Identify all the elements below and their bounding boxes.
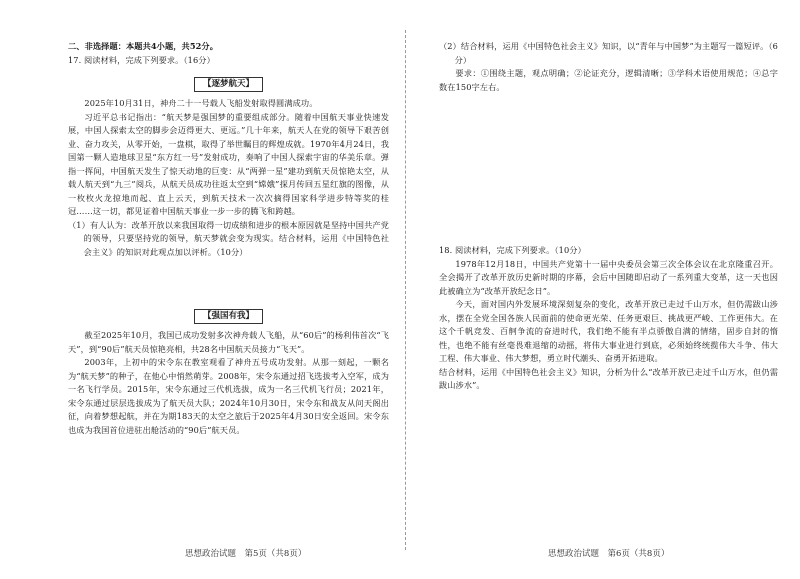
answer-space-right (439, 94, 778, 244)
question-18-stem: 18. 阅读材料，完成下列要求。（10分） (439, 245, 586, 255)
material-paragraph-3: 截至2025年10月，我国已成功发射多次神舟载人飞船，从“60后”的杨利伟首次“飞天”，到“90后”航天员惊艳亮相，共28名中国航天员接力“飞天”。 (68, 330, 389, 354)
section-heading: 二、非选择题：本题共4小题，共52分。 (68, 41, 218, 51)
material-paragraph-1: 2025年10月31日，神舟二十一号载人飞船发射取得圆满成功。 (84, 98, 318, 108)
box-title-zhumeng (68, 71, 389, 92)
box-title-qiangguo-text: 【强国有我】 (194, 309, 263, 324)
footer-page-6: 思想政治试题 第6页（共8页） (548, 549, 670, 559)
box-title-zhumeng-text: 【逐梦航天】 (194, 77, 263, 92)
material-paragraph-4: 2003年，上初中的宋令东在教室观看了神舟五号成功发射。从那一刻起，一颗名为“航天梦”的种子，在他心中悄然萌芽。2008年，宋令东通过招飞选拔考入空军，成为一名飞行学员。2015年，宋令东通过三代机选拔，成为一名三代机飞行员；2021年，宋令东通过层层选拔成为了航天员大队；2024年10月30日，宋令东和战友从问天阁出征，向着梦想起航，并在为期183天的太空之旅后于2025年4月30日安全返回。宋令东也成为我国首位进驻出舱活动的“90后”航天员。 (68, 357, 389, 435)
material-paragraph-5: 1978年12月18日，中国共产党第十一届中央委员会第三次全体会议在北京隆重召开。全会揭开了改革开放历史新时期的序幕，会后中国随即启动了一系列重大变革，这一天也因此被确立为“改革开放纪念日”。 (439, 258, 778, 296)
question-17-2: （2）结合材料，运用《中国特色社会主义》知识，以“青年与中国梦”为主题写一篇短评。（6分） (439, 41, 778, 65)
requirements: 要求：①围绕主题，观点明确；②论证充分，逻辑清晰；③学科术语使用规范；④总字数在150字左右。 (439, 68, 778, 92)
footer-page-5: 思想政治试题 第5页（共8页） (185, 549, 307, 559)
question-18-ask: 结合材料，运用《中国特色社会主义》知识，分析为什么“改革开放已走过千山万水，但仍需跋山涉水”。 (439, 366, 778, 390)
answer-space (68, 259, 389, 299)
right-page (405, 0, 800, 579)
material-paragraph-6: 今天，面对国内外发展环境深刻复杂的变化，改革开放已走过千山万水，但仍需跋山涉水，摆在全党全国各族人民面前的使命更光荣、任务更艰巨、挑战更严峻、工作更伟大。在这个千帆竞发、百舸争流的奋进时代，我们绝不能有半点骄傲自满的情绪，固步自封的惰性，也绝不能有丝毫畏难退缩的动摇，将伟大事业进行到底，必须始终统揽伟大斗争、伟大工程、伟大事业、伟大梦想，勇立时代潮头、奋勇开拓进取。 (439, 299, 778, 363)
box-title-qiangguo (68, 303, 389, 324)
material-paragraph-2: 习近平总书记指出：“航天梦是强国梦的重要组成部分。随着中国航天事业快速发展，中国人探索太空的脚步会迈得更大、更远。”几十年来，航天人在党的领导下艰苦创业、奋力攻关，从零开始，一盘棋，取得了举世瞩目的辉煌成就。1970年4月24日，我国第一颗人造地球卫星“东方红一号”发射成功，奏响了中国人探索宇宙的华美乐章。弹指一挥间，中国航天发生了惊天动地的巨变：从“两弹一星”建功到航天员惊艳太空，从载人航天到“九三”阅兵，从航天员成功往返太空到“嫦娥”探月传回五星红旗的图像，从一枚枚火龙掠地而起、直上云天，到航天技术一次次摘得国家科学进步特等奖的桂冠……这一切，都见证着中国航天事业一步一步的腾飞和跨越。 (68, 111, 389, 216)
question-17-1: （1）有人认为：改革开放以来我国取得一切成绩和进步的根本原因就是坚持中国共产党的领导，只要坚持党的领导，航天梦就会变为现实。结合材料，运用《中国特色社会主义》的知识对此观点加以评析。（10分） (68, 219, 389, 257)
question-17-stem: 17. 阅读材料，完成下列要求。（16分） (68, 54, 215, 65)
